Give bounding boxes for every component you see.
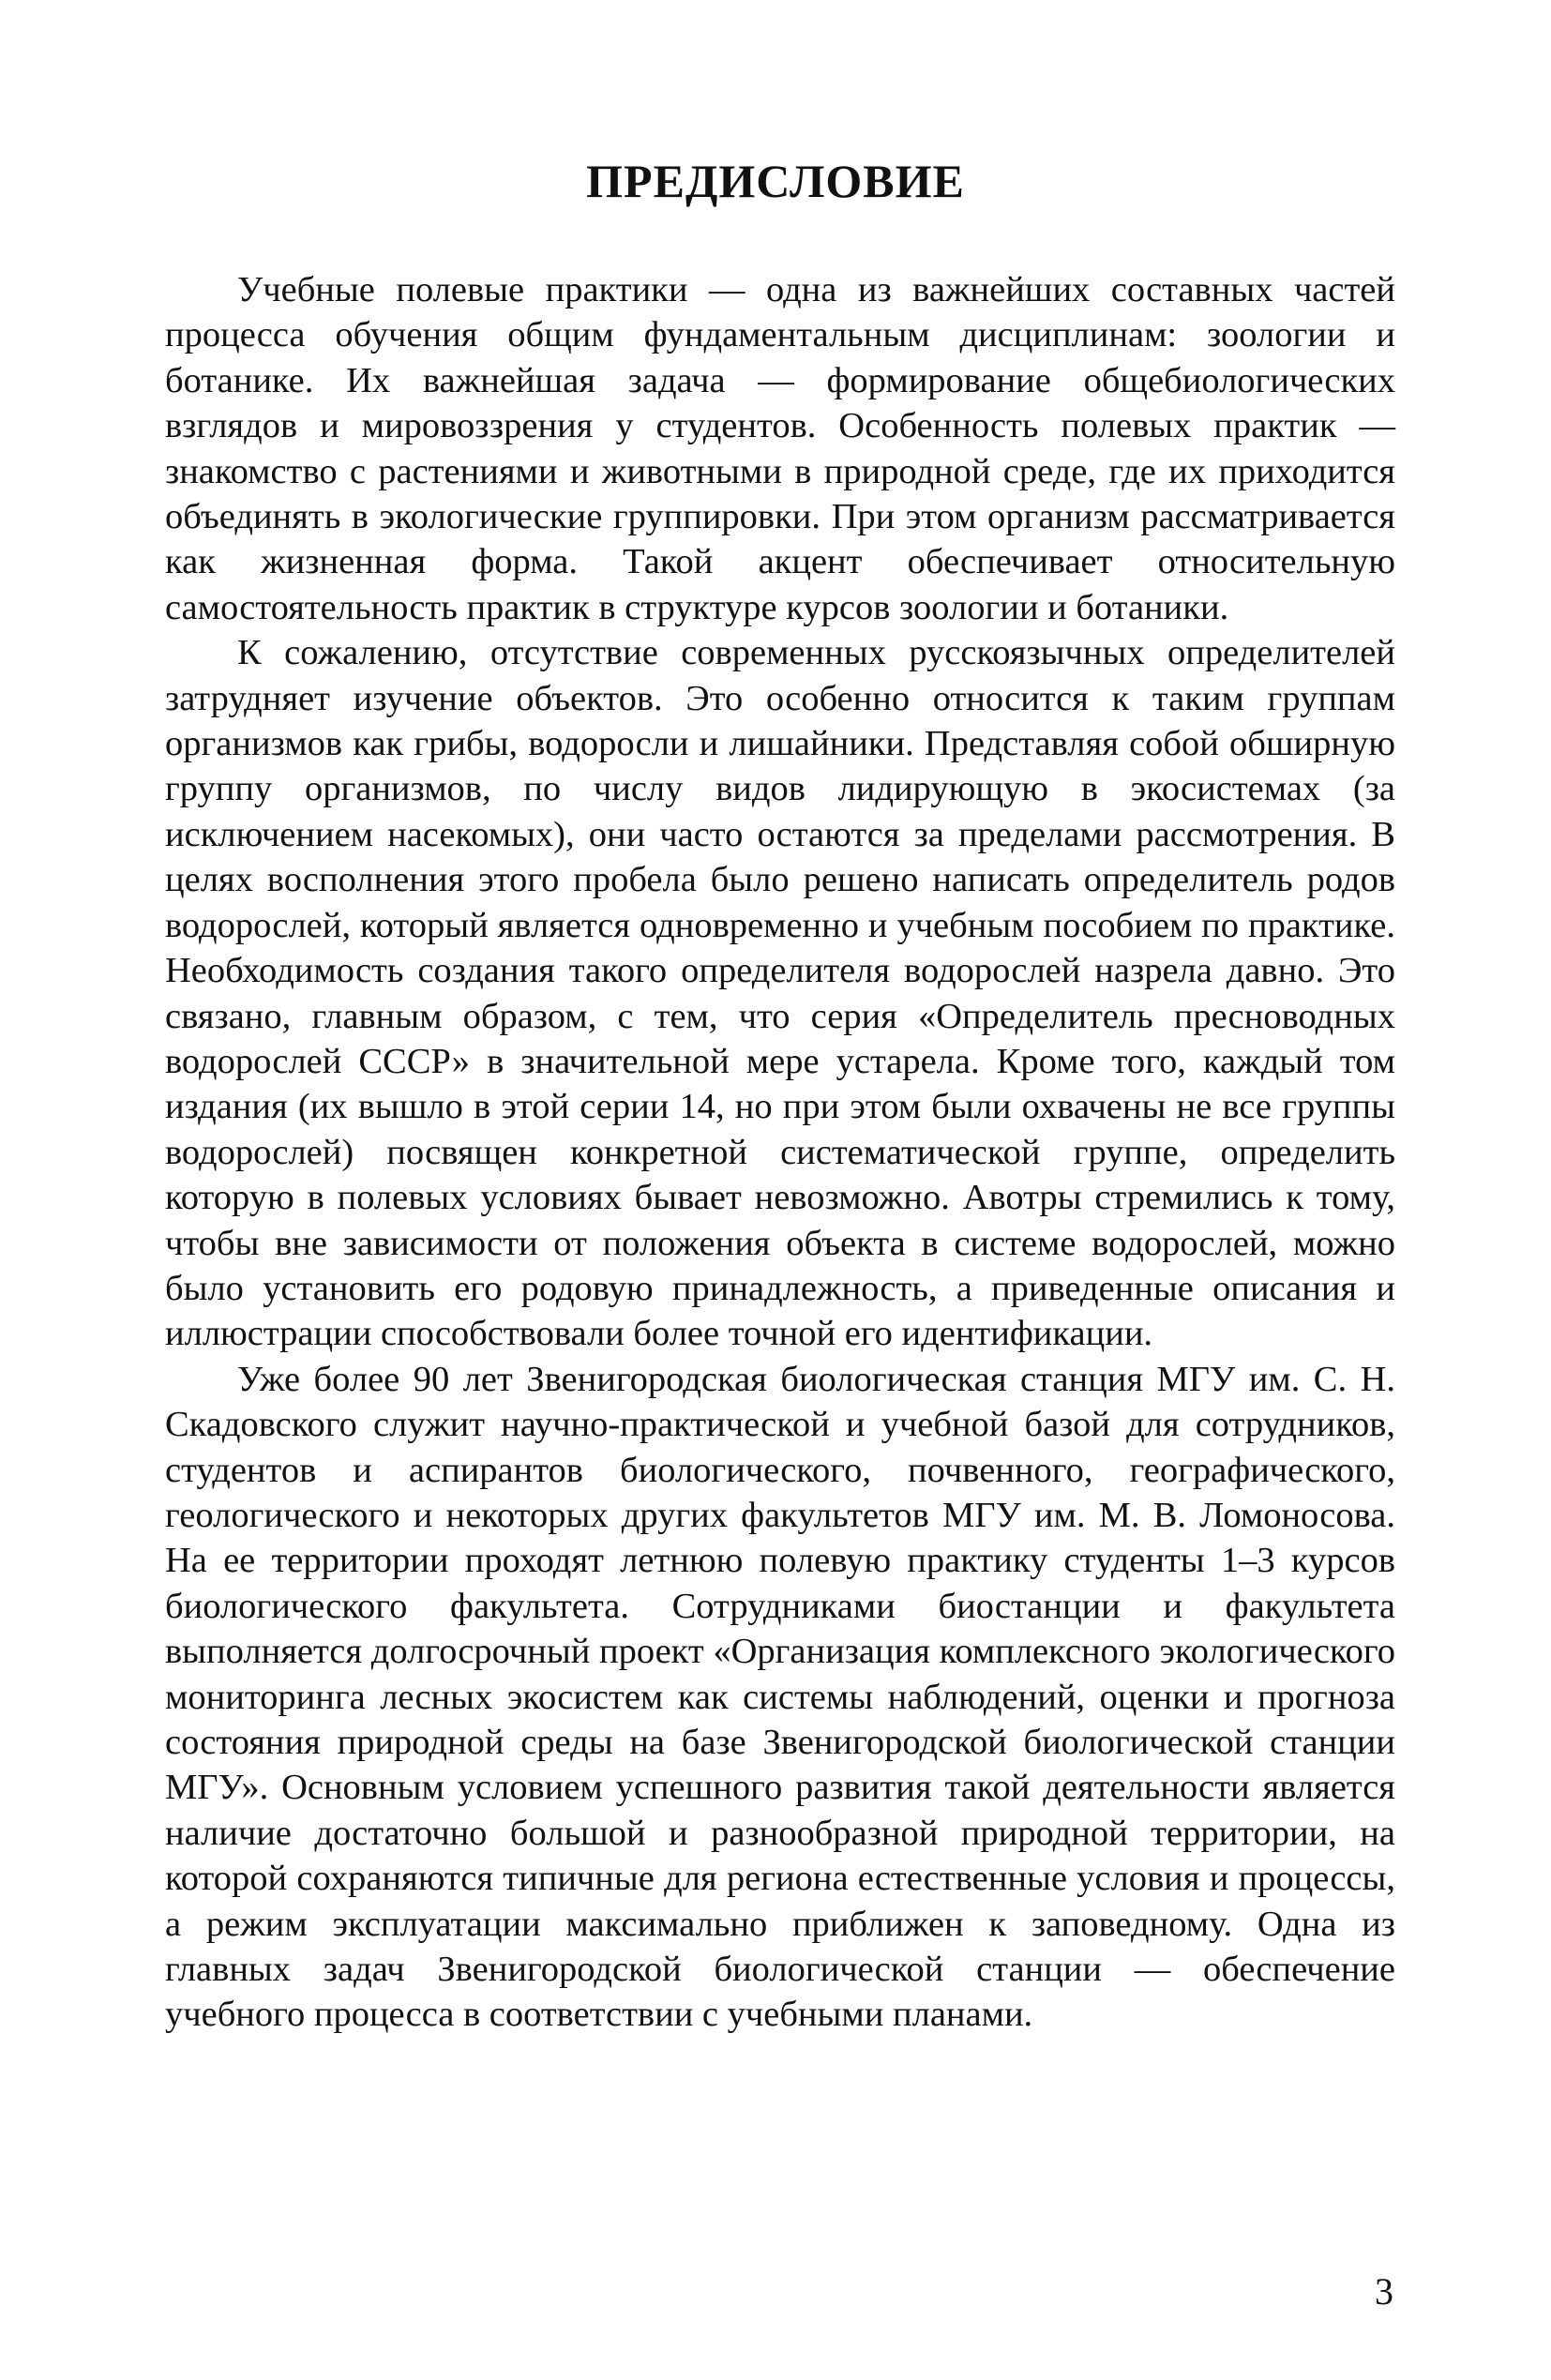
body-text: [165, 267, 1395, 2038]
paragraph-1: Учебные полевые практики — одна из важнейших составных частей процесса обучения общим фундаментальным дисциплинам: зоологии и ботанике. Их важнейшая задача — формирование общебиологических взглядов и мировоззрения у студентов. Особенность полевых практик — знакомство с растениями и животными в природной среде, где их приходится объединять в экологические группировки. При этом организм рассматривается как жизненная форма. Такой акцент обеспечивает относительную самостоятельность практик в структуре курсов зоологии и ботаники.: [165, 270, 1395, 627]
paragraph-3: Уже более 90 лет Звенигородская биологическая станция МГУ им. С. Н. Скадовского служит научно-практической и учебной базой для сотрудников, студентов и аспирантов биологического, почвенного, географического, геологического и некоторых других факультетов МГУ им. М. В. Ломоносова. На ее территории проходят летнюю полевую практику студенты 1–3 курсов биологического факультета. Сотрудниками биостанции и факультета выполняется долгосрочный проект «Организация комплексного экологического мониторинга лесных экосистем как системы наблюдений, оценки и прогноза состояния природной среды на базе Звенигородской биологической станции МГУ». Основным условием успешного развития такой деятельности является наличие достаточно большой и разнообразной природной территории, на которой сохраняются типичные для региона естественные условия и процессы, а режим эксплуатации максимально приближен к заповедному. Одна из главных задач Звенигородской биологической станции — обеспечение учебного процесса в соответствии с учебными планами.: [165, 1359, 1395, 2035]
page-title: ПРЕДИСЛОВИЕ: [586, 155, 965, 207]
page-number: 3: [1375, 2270, 1393, 2312]
paragraph-2: К сожалению, отсутствие современных русскоязычных определителей затрудняет изучение объектов. Это особенно относится к таким группам организмов как грибы, водоросли и лишайники. Представляя собой обширную группу организмов, по числу видов лидирующую в экосистемах (за исключением насекомых), они часто остаются за пределами рассмотрения. В целях восполнения этого пробела было решено написать определитель родов водорослей, который является одновременно и учебным пособием по практике. Необходимость создания такого определителя водорослей назрела давно. Это связано, главным образом, с тем, что серия «Определитель пресноводных водорослей СССР» в значительной мере устарела. Кроме того, каждый том издания (их вышло в этой серии 14, но при этом были охвачены не все группы водорослей) посвящен конкретной систематической группе, определить которую в полевых условиях бывает невозможно. Авотры стремились к тому, чтобы вне зависимости от положения объекта в системе водорослей, можно было установить его родовую принадлежность, а приведенные описания и иллюстрации способствовали более точной его идентификации.: [165, 633, 1395, 1354]
